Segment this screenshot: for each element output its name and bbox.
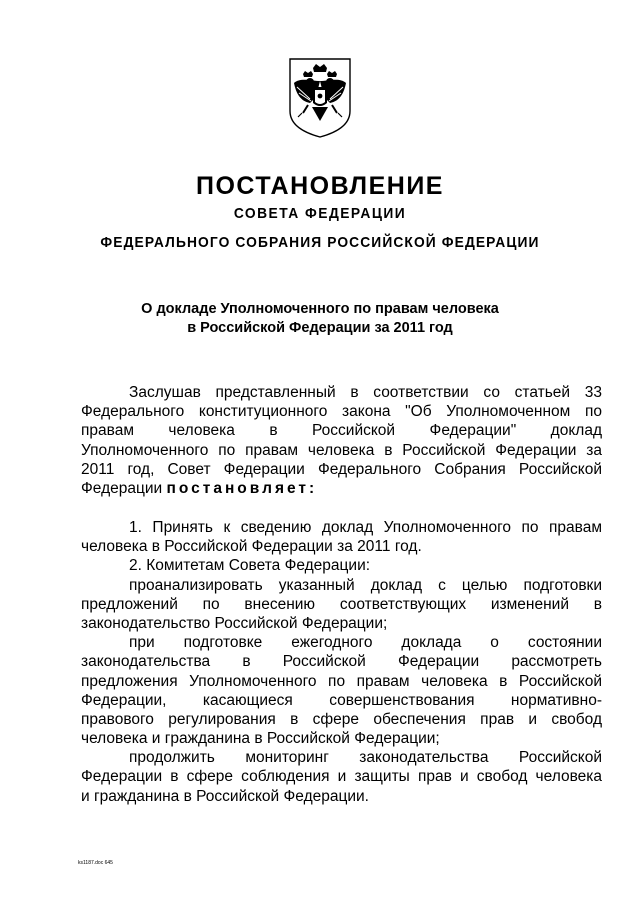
item-line: при подготовке ежегодного доклада о состоянии [129,634,602,652]
item-line: законодательства в Российской Федерации рассмотреть [81,653,602,671]
coat-of-arms-icon [286,57,354,139]
item-line: предложения Уполномоченного по правам человека в Российской [81,672,602,690]
resolution-items [81,518,602,806]
item-line: Федерации, касающиеся совершенствования нормативно- [81,691,602,709]
item-line: человека в Российской Федерации за 2011 год. [81,538,422,556]
item-line: продолжить мониторинг законодательства Российской [129,749,602,767]
decree-word: постановляет: [166,479,318,497]
preamble-last-words: Федерации [81,479,163,497]
subject-line-1: О докладе Уполномоченного по правам человека [141,301,499,317]
preamble-line [81,479,602,498]
preamble-line: Уполномоченного по правам человека в Российской Федерации за [81,441,602,459]
item-line: и гражданина в Российской Федерации. [81,787,369,805]
item-line: Федерации в сфере соблюдения и защиты прав и свобод человека [81,768,602,786]
item-line: 1. Принять к сведению доклад Уполномоченного по правам [129,519,602,536]
preamble-line: Федерального конституционного закона "Об Уполномоченном по [81,403,602,421]
item-line: правового регулирования в сфере обеспечения прав и свобод [81,710,602,728]
subject-line-2: в Российской Федерации за 2011 год [187,320,453,336]
preamble-line: правам человека в Российской Федерации" доклад [81,422,602,440]
item-line: предложений по внесению соответствующих изменений в [81,595,602,613]
preamble-paragraph [81,383,602,498]
preamble-line: 2011 год, Совет Федерации Федерального Собрания Российской [81,460,602,478]
item-line: законодательство Российской Федерации; [81,614,388,632]
item-line: человека и гражданина в Российской Федерации; [81,730,440,748]
issuer-line-2: ФЕДЕРАЛЬНОГО СОБРАНИЯ РОССИЙСКОЙ ФЕДЕРАЦИИ [100,234,540,251]
document-type-title: ПОСТАНОВЛЕНИЕ [196,172,444,200]
item-line: 2. Комитетам Совета Федерации: [129,557,371,575]
file-reference: ks1187.doc 645 [78,860,113,866]
preamble-line: Заслушав представленный в соответствии со статьей 33 [129,384,602,401]
item-line: проанализировать указанный доклад с целью подготовки [129,576,602,594]
issuer-line-1: СОВЕТА ФЕДЕРАЦИИ [233,205,407,222]
